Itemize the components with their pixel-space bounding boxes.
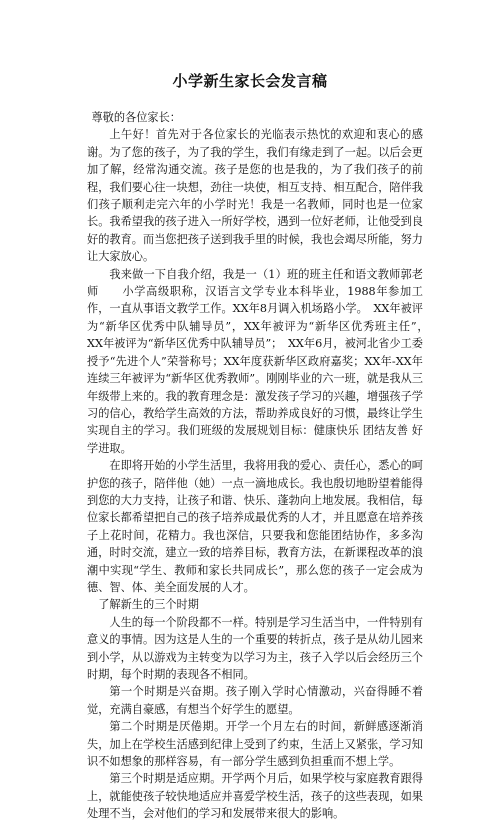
salutation: 尊敬的各位家长： — [91, 111, 181, 124]
section-heading: 了解新生的三个时期 — [98, 598, 199, 612]
paragraph: 第二个时期是厌倦期。开学一个月左右的时间，新鲜感逐渐消失，加上在学校生活感到纪律上受到了约束，生活上又紧张，学习知识不如想象的那样容易，有一部分学生感到负担重而不想上学。 — [87, 720, 423, 769]
paragraph: 第一个时期是兴奋期。孩子刚入学时心情激动，兴奋得睡不着觉，充满自豪感，有想当个好学生的愿望。 — [87, 685, 423, 716]
paragraph: 上午好！首先对于各位家长的光临表示热忱的欢迎和衷心的感谢。为了您的孩子，为了我的学生，我们有缘走到了一起。以后会更加了解，经常沟通交流。孩子是您的也是我的，为了我们孩子的前程，我们要心往一块想，劲往一块使，相互支持、相互配合，陪伴我们孩子顺利走完六年的小学时光！我是一名教师，同时也是一位家长。我希望我的孩子进入一所好学校，遇到一位好老师，让他受到良好的教育。而当您把孩子送到我手里的时候，我也会竭尽所能，努力让大家放心。 — [87, 128, 423, 264]
paragraph: 人生的每一个阶段都不一样。特别是学习生活当中，一件特别有意义的事情。因为这是人生的一个重要的转折点，孩子是从幼儿园来到小学，从以游戏为主转变为以学习为主，孩子入学以后会经历三个时期，每个时期的表现各不相同。 — [87, 615, 423, 681]
page-title: 小学新生家长会发言稿 — [172, 72, 328, 90]
document-body — [87, 109, 435, 823]
paragraph: 我来做一下自我介绍，我是一（1）班的班主任和语文教师郭老师 小学高级职称，汉语言文学专业本科毕业，1988年参加工作，一直从事语文教学工作。XX年8月调入机场路小学。 XX年被评为“新华区优秀中队辅导员”，XX年被评为“新华区优秀班主任”， XX年被评为“新华区优秀中队辅导员”； XX年6月，被河北省少工委授予“先进个人”荣誉称号；XX年度获新华区政府嘉奖；XX年-XX年连续三年被评为“新华区优秀教师”。刚刚毕业的六一班，就是我从三年级带上来的。我的教育理念是：激发孩子学习的兴趣，增强孩子学习的信心，教给学生高效的方法，帮助养成良好的习惯，最终让学生实现自主的学习。我们班级的发展规划目标：健康快乐 团结友善 好学进取。 — [87, 267, 435, 455]
paragraph: 在即将开始的小学生活里，我将用我的爱心、责任心，悉心的呵护您的孩子，陪伴他（她）一点一滴地成长。我也殷切地盼望着能得到您的大力支持，让孩子和谐、快乐、蓬勃向上地发展。我相信，每位家长都希望把自己的孩子培养成最优秀的人才，并且愿意在培养孩子上花时间，花精力。我也深信，只要我和您能团结协作，多多沟通，时时交流，建立一致的培养目标，教育方法，在新课程改革的浪潮中实现“学生、教师和家长共同成长”，那么您的孩子一定会成为德、智、体、美全面发展的人才。 — [87, 459, 423, 594]
paragraph: 第三个时期是适应期。开学两个月后，如果学校与家庭教育跟得上，就能使孩子较快地适应并喜爱学校生活，孩子的这些表现，如果处理不当，会对他们的学习和发展带来很大的影响。 — [87, 772, 423, 821]
